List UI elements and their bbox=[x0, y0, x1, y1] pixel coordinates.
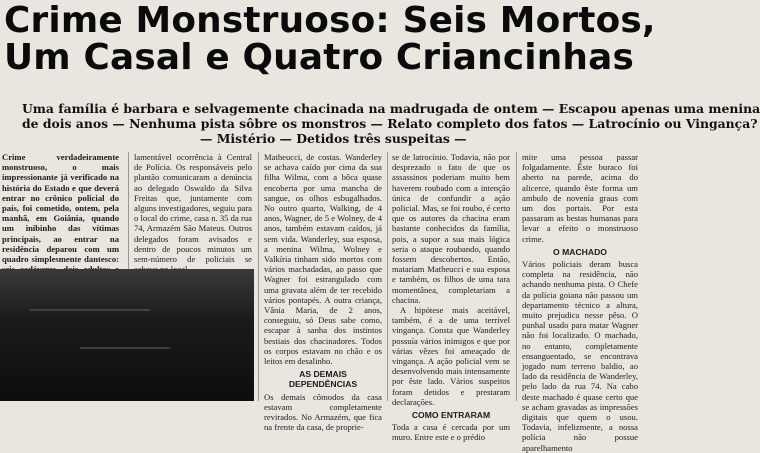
headline bbox=[4, 0, 656, 78]
column-3-body-2: Os demais cômodos da casa estavam completamente revirados. No Armazém, que fica na frente da casa, de proprie- bbox=[264, 391, 382, 433]
headline-line-1: Crime Monstruoso: Seis Mortos, bbox=[4, 0, 656, 41]
column-divider bbox=[258, 152, 259, 401]
section-heading-o-machado: O MACHADO bbox=[553, 246, 607, 257]
column-2-body: lamentável ocorrência à Central de Polícia. Os responsáveis pelo plantão comunicaram a denúncia ao delegado Oswaldo da Silva Freitas que, juntamente com alguns investigadores, seguiu para o local do crime, casa n. 35 da rua 74, Armazém São Mateus. Outros delegados foram avisados e dentro de poucos minutos um sem-número de policiais se bbox=[134, 152, 252, 265]
section-heading-como-entraram: COMO ENTRARAM bbox=[411, 410, 491, 421]
column-divider bbox=[387, 152, 388, 401]
news-photo bbox=[0, 269, 254, 401]
column-divider bbox=[516, 152, 517, 401]
section-heading-demais-dependencias: AS DEMAIS DEPENDÊNCIAS bbox=[288, 369, 358, 390]
headline-line-2: Um Casal e Quatro Criancinhas bbox=[4, 37, 635, 78]
photo-detail bbox=[30, 309, 150, 311]
column-4-body-2: A hipótese mais aceitável, também, é a de uma terrível vingança. Consta que Wanderley possuía vários inimigos e que por várias vêzes foi ameaçado de vingança. A ação policial vem se desenvolvendo mais intensamente por êste lado. Vários suspeitos foram detidos e prestaram declarações. bbox=[392, 305, 510, 407]
column-4-body-3: Toda a casa é cercada por um muro. Entre este e o prédio bbox=[392, 422, 510, 443]
column-4-body: se de latrocínio. Todavia, não por desprezado o fato de que os assassinos poderiam muito bem haverem roubado com a intenção única de confundir a ação policial. Mas, se foi roubo, é certo que os autores da chacina eram bastante conhecidos da família, pois, a supor a sua mais lógica seria o ataque roubando, quando fossem descobertos. Então, matariam Matheucci e sua esposa e também, os filhos de uma tara momentânea, completariam a chacina. bbox=[392, 152, 510, 305]
column-5-body: mite uma pessoa passar folgadamente. Êste buraco foi aberto na parede, acima do alicerce, quando êste forma um ambulo de novenía graus com um dos portais. Por esta passaram as bestas humanas para levar a efeito o monstruoso crime. bbox=[522, 152, 638, 244]
deck-line-1: Uma família é barbara e selvagemente chacinada na madrugada de ontem — Escapou apenas uma menina bbox=[22, 101, 760, 116]
lead-paragraph: Crime verdadeiramente monstruoso, o mais impressionante já verificado na história do Estado e que deverá entrar no crônico policial do país, foi cometido, ontem, pela manhã, em Goiânia, quando um inibinho das vítimas principais, ao entrar na residência deparou com um quadro simplesmente dantesco: bbox=[2, 152, 119, 265]
article-column-4 bbox=[392, 152, 510, 443]
article-column-5 bbox=[522, 152, 638, 453]
subheadline-deck bbox=[22, 101, 760, 146]
deck-line-2: de dois anos — Nenhuma pista sôbre os monstros — Relato completo dos fatos — Latrocínio ou Vingança? bbox=[22, 116, 758, 131]
column-5-body-2: Vários policiais deram busca completa na residência, não achando nenhuma pista. O Chefe da polícia goiana não passou um departamento técnico a altura, muito prejudica nesse pêso. O punhal usado para matar Wagner não foi localizado. O machado, no entanto, completamente ensanguentado, se encontrava jogado num terreno baldio, ao lado da residência de Wanderley, pelo lado da rua 74. Na cabo deste machado é quase certo que se acham gravadas as impressões digitais que quem o usou. Todavia, infelizmente, a nossa polícia não possue aparelhamento bbox=[522, 259, 638, 453]
photo-detail bbox=[80, 347, 170, 349]
deck-line-3: — Mistério — Detidos três suspeitas — bbox=[200, 131, 467, 146]
column-3-body: Matheucci, de costas. Wanderley se achava caído por cima da sua filha Wilma, com a bôca quase encoberta por uma mancha de sangue, os olhos esbugalhados. No outro quarto, Walking, de 4 anos, Wagner, de 5 e Wolney, de 4 anos, também estavam caídos, já sem vida. Wanderley, sua esposa, a menina Wilma, Wolney e Valkíria tinham sido mortos com vários machadadas, ao passo que Wagner foi estrangulado com uma gravata além de ter recebido vários pontapés. A outra criança, Vânia Maria, de 2 anos, conseguiu, só Deus sabe como, escapar à sanha dos instintos bestiais dos chacinadores. Todos os corpos estavam no chão e os leitos em desalinho. bbox=[264, 152, 382, 367]
article-column-3 bbox=[264, 152, 382, 433]
